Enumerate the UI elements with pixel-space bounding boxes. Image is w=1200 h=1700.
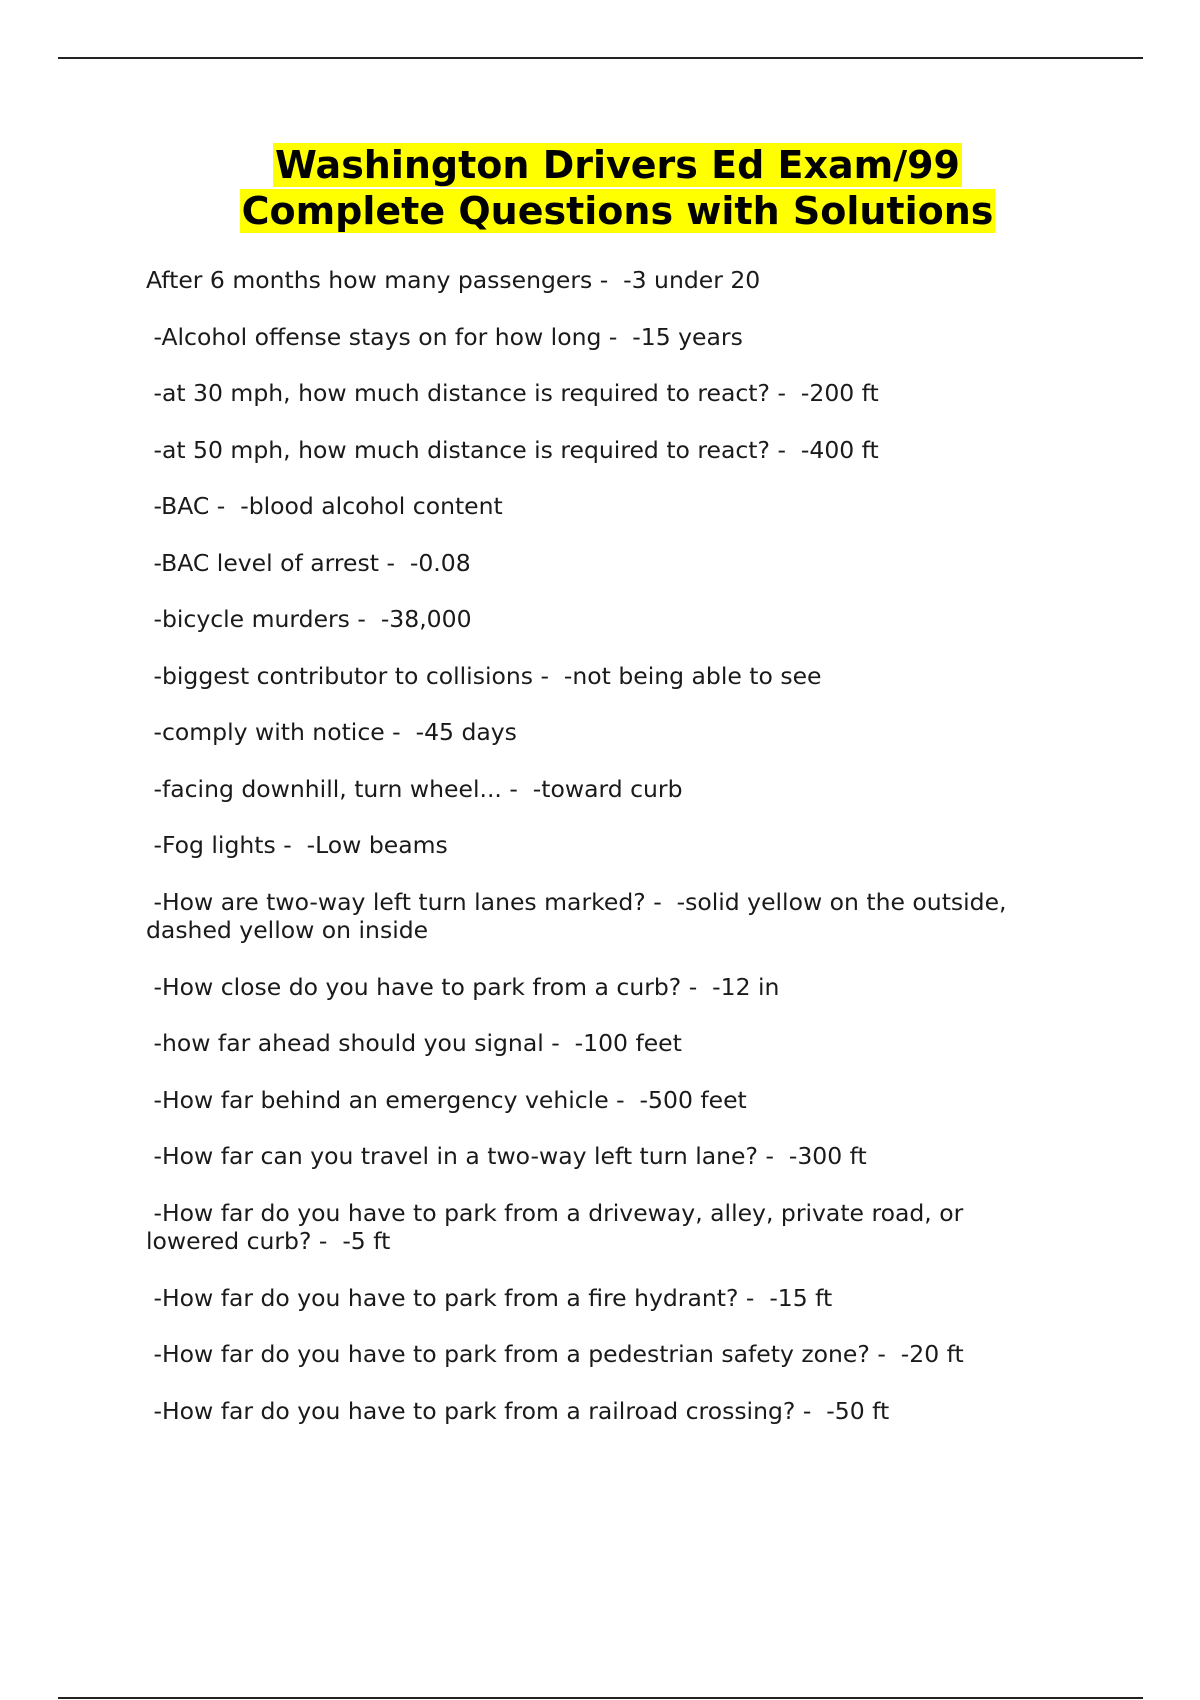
qa-item: -at 30 mph, how much distance is required to react? - -200 ft: [146, 379, 879, 407]
qa-item: -How far do you have to park from a driveway, alley, private road, or lowered curb? - -5 ft: [146, 1198, 964, 1255]
qa-item: -comply with notice - -45 days: [146, 718, 517, 746]
document-title: [0, 142, 1200, 234]
qa-item: -How far can you travel in a two-way left turn lane? - -300 ft: [146, 1142, 867, 1170]
title-line-1: Washington Drivers Ed Exam/99: [274, 143, 960, 187]
qa-item: -at 50 mph, how much distance is required to react? - -400 ft: [146, 435, 879, 464]
qa-item: -bicycle murders - -38,000: [146, 605, 472, 633]
qa-item: -how far ahead should you signal - -100 feet: [146, 1029, 682, 1057]
qa-item: -facing downhill, turn wheel... - -toward curb: [146, 774, 683, 803]
title-line-2: Complete Questions with Solutions: [241, 189, 994, 233]
qa-item: -How far behind an emergency vehicle - -500 feet: [146, 1085, 747, 1114]
bottom-rule: [58, 1697, 1143, 1699]
qa-item: -Fog lights - -Low beams: [146, 831, 448, 859]
qa-item: -How far do you have to park from a fire hydrant? - -15 ft: [146, 1283, 833, 1312]
qa-list: [146, 266, 1046, 1453]
qa-item: -How far do you have to park from a railroad crossing? - -50 ft: [146, 1396, 890, 1425]
qa-item: -BAC level of arrest - -0.08: [146, 548, 471, 577]
qa-item: -How close do you have to park from a curb? - -12 in: [146, 972, 780, 1001]
qa-item: -biggest contributor to collisions - -not being able to see: [146, 661, 822, 690]
qa-item: -How far do you have to park from a pedestrian safety zone? - -20 ft: [146, 1340, 964, 1368]
top-rule: [58, 57, 1143, 59]
qa-item: -How are two-way left turn lanes marked? - -solid yellow on the outside, dashed yellow on inside: [146, 887, 1007, 944]
qa-item: After 6 months how many passengers - -3 under 20: [146, 266, 761, 294]
qa-item: -Alcohol offense stays on for how long - -15 years: [146, 322, 743, 351]
qa-item: -BAC - -blood alcohol content: [146, 492, 503, 520]
